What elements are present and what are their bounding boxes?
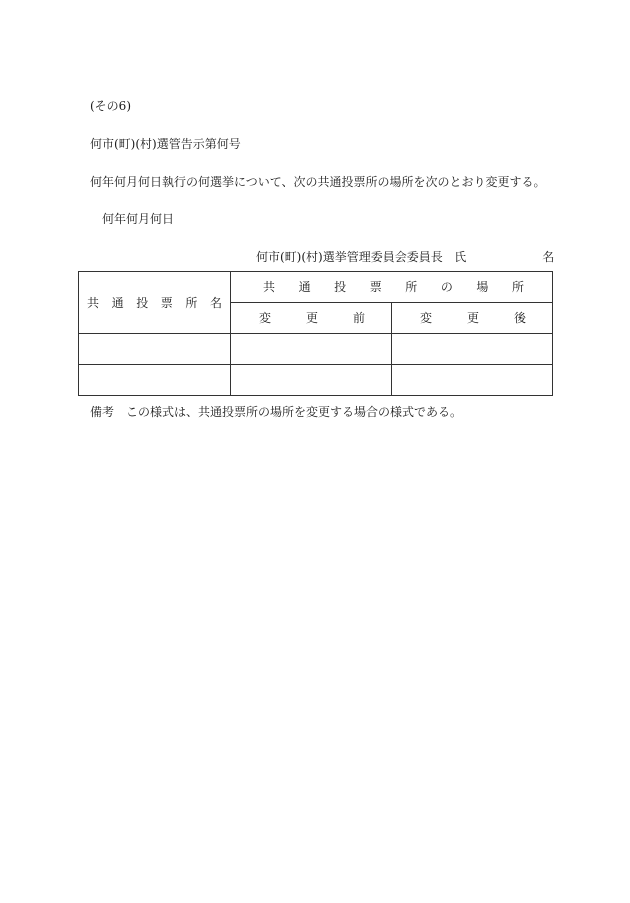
signer-name-label-1: 氏 <box>454 250 467 264</box>
table-row <box>79 334 553 365</box>
header-after-change <box>392 303 553 334</box>
table-cell[interactable] <box>79 365 231 396</box>
table-cell[interactable] <box>231 365 392 396</box>
header-polling-place-location <box>231 272 553 303</box>
header-char: 票 <box>160 295 173 310</box>
header-char: 投 <box>334 280 347 294</box>
header-char: 通 <box>111 295 124 310</box>
table-cell[interactable] <box>231 334 392 365</box>
polling-place-change-table <box>78 271 553 396</box>
header-char: 票 <box>369 280 382 294</box>
table-cell[interactable] <box>392 365 553 396</box>
header-char: 通 <box>298 280 311 294</box>
signer-title: 何市(町)(村)選挙管理委員会委員長 <box>256 250 443 264</box>
header-char: 後 <box>513 311 526 325</box>
signer-name-label-2: 名 <box>542 250 555 264</box>
header-char: 所 <box>511 280 524 294</box>
signer-line <box>256 250 554 264</box>
header-char: 場 <box>476 280 489 294</box>
notice-number: 何市(町)(村)選管告示第何号 <box>90 137 241 151</box>
header-char: 名 <box>209 295 222 310</box>
header-char: 前 <box>352 311 365 325</box>
header-polling-place-name <box>79 272 231 334</box>
header-char: の <box>440 280 453 294</box>
header-char: 共 <box>263 280 276 294</box>
header-char: 共 <box>87 295 100 310</box>
remark-note: 備考 この様式は、共通投票所の場所を変更する場合の様式である。 <box>90 405 463 419</box>
header-char: 更 <box>305 311 318 325</box>
table-cell[interactable] <box>392 334 553 365</box>
header-char: 変 <box>420 311 433 325</box>
table-cell[interactable] <box>79 334 231 365</box>
header-before-change <box>231 303 392 334</box>
header-char: 更 <box>466 311 479 325</box>
table-row <box>79 365 553 396</box>
notice-date: 何年何月何日 <box>102 212 175 226</box>
form-number: (その6) <box>90 99 131 113</box>
header-char: 所 <box>405 280 418 294</box>
header-char: 所 <box>185 295 198 310</box>
notice-body-text: 何年何月何日執行の何選挙について、次の共通投票所の場所を次のとおり変更する。 <box>90 175 546 189</box>
header-char: 投 <box>136 295 149 310</box>
header-char: 変 <box>259 311 272 325</box>
